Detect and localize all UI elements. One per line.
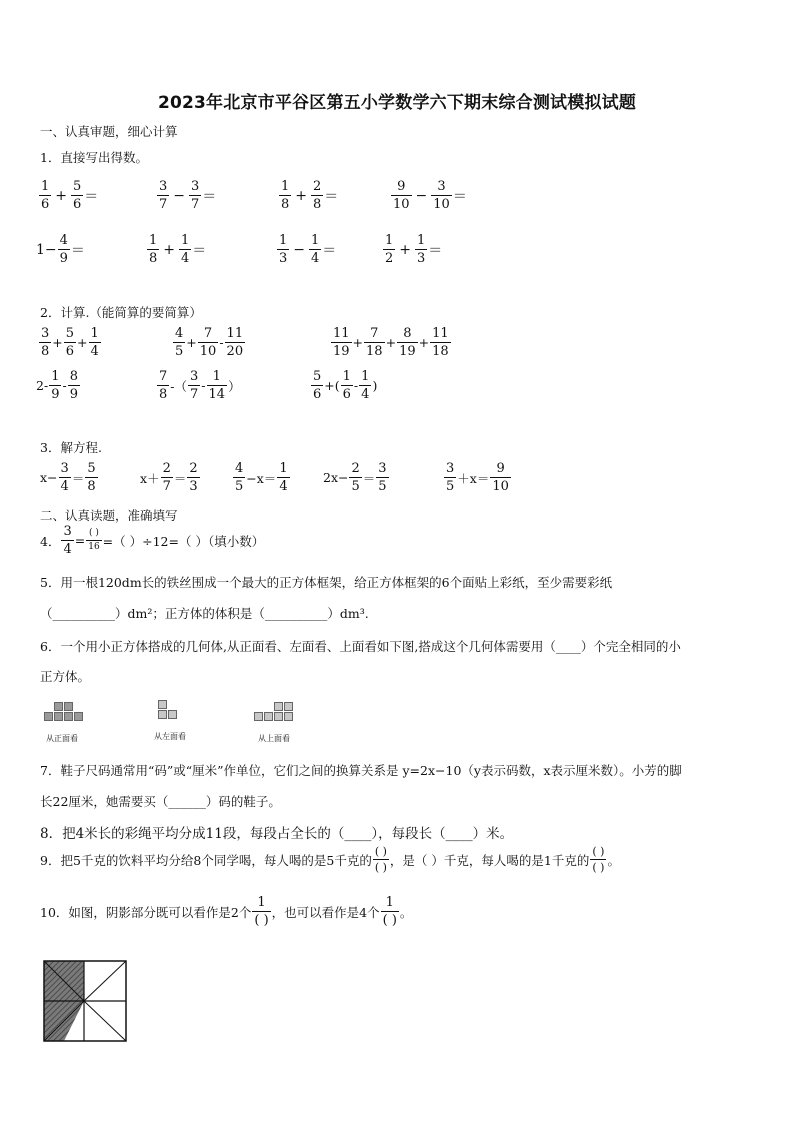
q10-shaded-square-figure <box>43 960 127 1042</box>
denominator: 20 <box>226 344 244 359</box>
denominator: 8 <box>149 251 158 266</box>
denominator: 10 <box>393 197 410 212</box>
fraction <box>157 370 169 401</box>
q7-line-2: 长22厘米，她需要买（______）码的鞋子。 <box>40 794 281 809</box>
fraction <box>59 462 71 493</box>
q9-text-c: 。 <box>607 852 620 868</box>
q4-fraction-2 <box>86 529 101 552</box>
expression <box>443 462 512 493</box>
fraction <box>233 462 245 493</box>
fraction <box>311 180 323 211</box>
fraction <box>71 180 83 211</box>
denominator: 5 <box>446 479 455 494</box>
symbol: ＝ <box>71 470 85 486</box>
denominator: 8 <box>159 387 168 402</box>
q4-number: 4． <box>40 533 61 549</box>
symbol: - <box>353 378 359 393</box>
symbol: ＝ <box>173 470 187 486</box>
numerator: 5 <box>65 326 75 341</box>
denominator: 18 <box>432 344 449 359</box>
fraction <box>359 370 371 401</box>
fraction <box>147 234 159 265</box>
denominator: 4 <box>60 479 69 494</box>
denominator: 10 <box>199 344 217 359</box>
denominator: 9 <box>59 251 68 266</box>
denominator: 9 <box>51 387 60 402</box>
top-view-caption: 从上面看 <box>258 734 290 743</box>
equals: ＝ <box>324 188 339 205</box>
fraction <box>364 327 385 358</box>
fraction <box>58 234 70 265</box>
fraction <box>189 180 201 211</box>
q4-rest: =（ ）÷12=（ ）（填小数） <box>102 533 265 549</box>
symbol: -（ <box>170 378 188 394</box>
numerator: 2 <box>351 461 360 476</box>
numerator: 8 <box>403 326 412 341</box>
q3-eq-2 <box>140 462 201 493</box>
numerator: 1 <box>181 233 190 248</box>
q2-expr-5 <box>156 370 241 401</box>
denominator: 3 <box>417 251 426 266</box>
operator: + <box>399 241 412 258</box>
q1-item <box>38 180 98 211</box>
expression <box>38 327 102 358</box>
q10-fraction-2 <box>381 896 399 927</box>
fraction <box>444 462 456 493</box>
front-view-figure <box>44 699 86 725</box>
denominator: 19 <box>399 344 416 359</box>
front-view-caption: 从正面看 <box>46 734 78 743</box>
q4-fraction-1 <box>61 525 73 556</box>
denominator: 6 <box>313 387 322 402</box>
denominator: 14 <box>208 387 226 402</box>
numerator: 9 <box>397 179 406 194</box>
numerator: 1 <box>41 179 50 194</box>
denominator: 8 <box>313 197 322 212</box>
q1-item <box>36 234 85 265</box>
numerator: 3 <box>60 461 69 476</box>
denominator: 4 <box>63 542 72 557</box>
denominator: 5 <box>235 479 244 494</box>
numerator: 1 <box>90 326 99 341</box>
symbol: +( <box>324 378 340 393</box>
denominator: 8 <box>281 197 290 212</box>
q2-expr-2 <box>172 327 246 358</box>
denominator: 4 <box>90 344 99 359</box>
numerator: 3 <box>190 369 199 384</box>
equals: ＝ <box>192 242 207 259</box>
q4-equals: = <box>74 533 86 548</box>
q3-eq-1 <box>40 462 99 493</box>
operator: + <box>163 241 176 258</box>
operator: + <box>55 187 68 204</box>
q5-line-2: （__________）dm²；正方体的体积是（__________）dm³. <box>40 606 369 621</box>
fraction <box>157 180 169 211</box>
expression <box>140 462 201 493</box>
fraction <box>225 327 246 358</box>
denominator: 4 <box>311 251 320 266</box>
denominator: 7 <box>190 387 199 402</box>
numerator: 1 <box>149 233 158 248</box>
numerator: 5 <box>313 369 322 384</box>
expression <box>40 462 99 493</box>
q9-fraction-1 <box>373 846 389 873</box>
q3-eq-3 <box>232 462 291 493</box>
q7-line-1: 7．鞋子尺码通常用“码”或“厘米”作单位，它们之间的换算关系是 y=2x−10（y表示码数，x表示厘米数）。小芳的脚 <box>40 763 682 778</box>
fraction <box>179 234 191 265</box>
numerator: 1 <box>311 233 320 248</box>
denominator-blank: ( ) <box>374 861 387 874</box>
operator: − <box>173 187 186 204</box>
equals: ＝ <box>84 188 99 205</box>
expression <box>323 462 390 493</box>
fraction <box>431 180 452 211</box>
numerator: 1 <box>385 233 394 248</box>
numerator: 5 <box>87 461 96 476</box>
numerator-blank: ( ) <box>592 845 605 858</box>
q8: 8．把4米长的彩绳平均分成11段，每段占全长的（____），每段长（____）米。 <box>40 826 514 842</box>
q9-text-b: ，是（ ）千克，每人喝的是1千克的 <box>389 852 590 868</box>
section-1-heading: 一、认真审题，细心计算 <box>40 124 178 139</box>
q10-fraction-1 <box>252 896 270 927</box>
equals: ＝ <box>70 242 85 259</box>
numerator: 5 <box>73 179 82 194</box>
q9-text-a: 9．把5千克的饮料平均分给8个同学喝，每人喝的是5千克的 <box>40 852 372 868</box>
q6-line-1: 6．一个用小正方体搭成的几何体,从正面看、左面看、上面看如下图,搭成这个几何体需要用（____）个完全相同的小 <box>40 639 681 654</box>
fraction <box>207 370 228 401</box>
q2-expr-4 <box>36 370 81 401</box>
numerator: 1 <box>281 179 290 194</box>
denominator: 4 <box>181 251 190 266</box>
fraction <box>309 234 321 265</box>
left-view-caption: 从左面看 <box>154 732 186 741</box>
denominator: 3 <box>189 479 198 494</box>
expression <box>232 462 291 493</box>
symbol: ＝ <box>362 470 376 486</box>
prefix: 1− <box>36 241 57 258</box>
fraction <box>490 462 511 493</box>
q2-expr-1 <box>38 327 102 358</box>
symbol: + <box>418 335 430 350</box>
denominator: 16 <box>88 542 100 552</box>
numerator: 11 <box>226 326 244 341</box>
expression <box>310 370 377 401</box>
numerator: 3 <box>191 179 200 194</box>
denominator: 19 <box>333 344 350 359</box>
symbol: - <box>201 378 206 393</box>
fraction <box>391 180 412 211</box>
section-2-heading: 二、认真读题，准确填写 <box>40 508 178 523</box>
denominator: 7 <box>159 197 168 212</box>
q3-label: 3．解方程. <box>40 440 102 455</box>
denominator: 4 <box>279 479 288 494</box>
denominator: 9 <box>69 387 78 402</box>
numerator: 3 <box>63 524 72 539</box>
symbol: ＋x＝ <box>457 470 490 486</box>
numerator: 1 <box>417 233 426 248</box>
fraction <box>89 327 101 358</box>
symbol: x＋ <box>140 470 160 486</box>
q9 <box>40 846 620 873</box>
numerator: 3 <box>378 461 387 476</box>
fraction <box>173 327 185 358</box>
fraction <box>415 234 427 265</box>
numerator: 11 <box>432 326 449 341</box>
denominator: 7 <box>162 479 171 494</box>
equals: ＝ <box>452 188 467 205</box>
denominator: 6 <box>41 197 50 212</box>
fraction <box>161 462 173 493</box>
fraction <box>68 370 80 401</box>
fraction <box>311 370 323 401</box>
fraction <box>277 462 289 493</box>
denominator: 18 <box>366 344 383 359</box>
denominator-blank: ( ) <box>382 913 397 928</box>
expression <box>330 327 452 358</box>
q1-item <box>156 180 216 211</box>
denominator: 8 <box>41 344 50 359</box>
fraction <box>397 327 418 358</box>
numerator: 11 <box>333 326 350 341</box>
denominator: 2 <box>385 251 394 266</box>
denominator: 5 <box>175 344 184 359</box>
denominator: 6 <box>65 344 75 359</box>
fraction <box>349 462 361 493</box>
page-title: 2023年北京市平谷区第五小学数学六下期末综合测试模拟试题 <box>157 93 637 113</box>
numerator: 1 <box>212 369 221 384</box>
numerator: 4 <box>59 233 68 248</box>
denominator-blank: ( ) <box>592 861 605 874</box>
symbol: + <box>385 335 397 350</box>
denominator: 10 <box>433 197 450 212</box>
symbol: −x＝ <box>246 470 277 486</box>
q1-item <box>390 180 467 211</box>
numerator: 1 <box>257 895 266 910</box>
fraction <box>383 234 395 265</box>
top-view-figure <box>254 699 296 725</box>
numerator: 1 <box>279 461 288 476</box>
numerator: 3 <box>437 179 446 194</box>
q1-item <box>146 234 206 265</box>
operator: + <box>295 187 308 204</box>
denominator: 5 <box>378 479 387 494</box>
q6-line-2: 正方体。 <box>40 669 91 684</box>
q10-text-c: 。 <box>399 904 413 920</box>
q3-eq-4 <box>323 462 390 493</box>
denominator: 7 <box>191 197 200 212</box>
numerator-blank: ( ) <box>89 528 99 538</box>
symbol: - <box>62 378 67 393</box>
numerator: 1 <box>342 369 351 384</box>
q4 <box>40 525 264 556</box>
numerator: 9 <box>496 461 505 476</box>
symbol: ) <box>372 378 378 393</box>
denominator: 6 <box>342 387 351 402</box>
numerator: 1 <box>385 895 394 910</box>
fraction <box>85 462 97 493</box>
numerator: 2 <box>189 461 198 476</box>
q2-expr-6 <box>310 370 377 401</box>
numerator: 1 <box>361 369 370 384</box>
denominator: 8 <box>87 479 96 494</box>
q10-text-b: ，也可以看作是4个 <box>271 904 380 920</box>
equals: ＝ <box>322 242 337 259</box>
q1-item <box>382 234 442 265</box>
fraction <box>376 462 388 493</box>
fraction <box>277 234 289 265</box>
numerator: 1 <box>51 369 60 384</box>
numerator: 2 <box>162 461 171 476</box>
fraction <box>279 180 291 211</box>
symbol: + <box>186 335 197 350</box>
q3-eq-5 <box>443 462 512 493</box>
denominator: 3 <box>279 251 288 266</box>
numerator: 8 <box>69 369 78 384</box>
q9-fraction-2 <box>590 846 606 873</box>
numerator: 4 <box>175 326 184 341</box>
numerator: 2 <box>313 179 322 194</box>
q2-label: 2．计算.（能简算的要简算） <box>40 305 202 320</box>
expression <box>172 327 246 358</box>
expression <box>156 370 241 401</box>
symbol: x− <box>40 470 58 485</box>
denominator: 6 <box>73 197 82 212</box>
numerator: 1 <box>279 233 288 248</box>
numerator-blank: ( ) <box>374 845 387 858</box>
numerator: 7 <box>203 326 213 341</box>
q10 <box>40 896 412 927</box>
numerator: 4 <box>235 461 244 476</box>
fraction <box>188 370 200 401</box>
fraction <box>49 370 61 401</box>
numerator: 7 <box>159 369 168 384</box>
expression <box>36 370 81 401</box>
q5-line-1: 5．用一根120dm长的铁丝围成一个最大的正方体框架，给正方体框架的6个面贴上彩纸，至少需要彩纸 <box>40 575 613 590</box>
q1-label: 1．直接写出得数。 <box>40 150 148 165</box>
q10-text-a: 10．如图，阴影部分既可以看作是2个 <box>40 904 252 920</box>
q1-item <box>276 234 336 265</box>
symbol: + <box>352 335 364 350</box>
left-view-figure <box>158 697 182 725</box>
denominator: 5 <box>351 479 360 494</box>
q1-item <box>278 180 338 211</box>
numerator: 7 <box>370 326 379 341</box>
symbol: 2x− <box>323 470 349 485</box>
fraction <box>39 327 51 358</box>
symbol: 2- <box>36 378 49 393</box>
operator: − <box>293 241 306 258</box>
denominator-blank: ( ) <box>254 913 269 928</box>
fraction <box>39 180 51 211</box>
symbol: + <box>52 335 63 350</box>
numerator: 3 <box>159 179 168 194</box>
equals: ＝ <box>428 242 443 259</box>
fraction <box>430 327 451 358</box>
denominator: 10 <box>492 479 509 494</box>
equals: ＝ <box>202 188 217 205</box>
numerator: 3 <box>446 461 455 476</box>
fraction <box>198 327 219 358</box>
q2-expr-3 <box>330 327 452 358</box>
fraction <box>187 462 199 493</box>
denominator: 4 <box>361 387 370 402</box>
symbol: ） <box>228 378 241 394</box>
fraction <box>64 327 76 358</box>
fraction <box>341 370 353 401</box>
numerator: 3 <box>41 326 50 341</box>
symbol: - <box>219 335 224 350</box>
symbol: + <box>77 335 88 350</box>
fraction <box>331 327 352 358</box>
operator: − <box>415 187 428 204</box>
